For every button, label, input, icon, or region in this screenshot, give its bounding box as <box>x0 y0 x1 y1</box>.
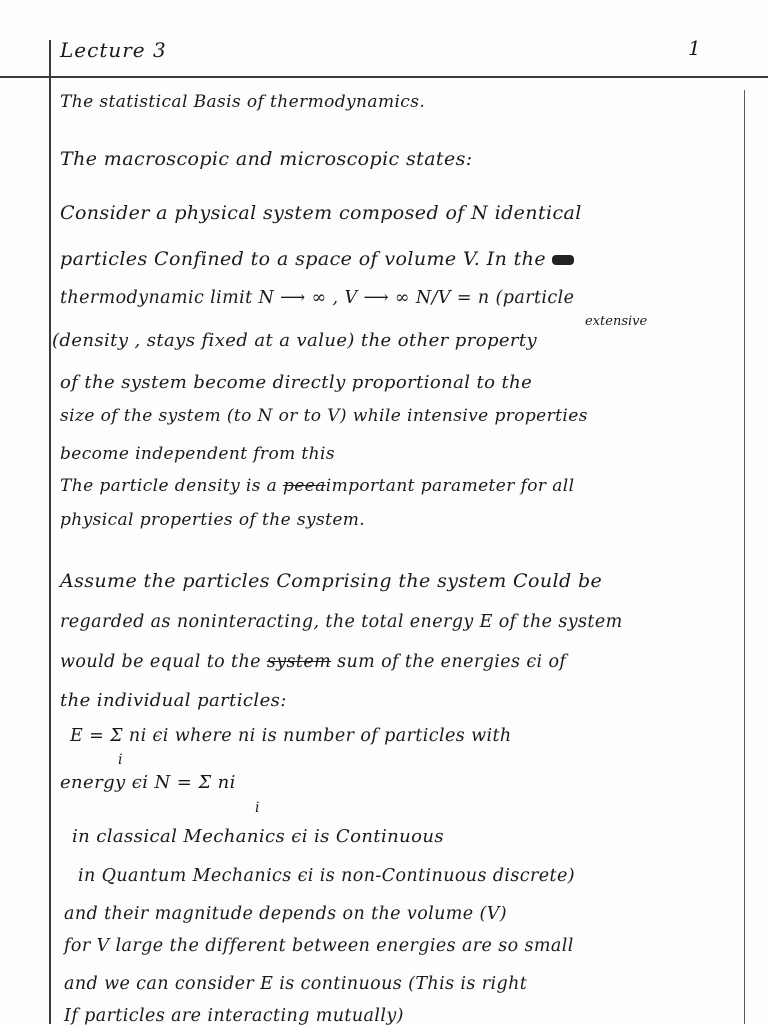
text-line: If particles are interacting mutually) <box>64 1006 404 1026</box>
page-number: 1 <box>688 36 701 60</box>
equation-line: E = Σ ni ϵi where ni is number of particles with <box>70 726 512 746</box>
equation-line: energy ϵi N = Σ ni <box>60 772 236 793</box>
header-rule <box>0 76 768 78</box>
text-line: and their magnitude depends on the volume (V) <box>64 904 507 924</box>
text-line: regarded as noninteracting, the total energy E of the system <box>60 612 623 632</box>
struck-word: peea <box>283 476 326 496</box>
text-line: Assume the particles Comprising the system Could be <box>60 570 603 592</box>
text-span: particles Confined to a space of volume V. In the <box>60 248 546 270</box>
text-line: become independent from this <box>60 444 335 464</box>
text-line: thermodynamic limit N ⟶ ∞ , V ⟶ ∞ N/V = n (particle <box>60 288 575 308</box>
annotation-extensive: extensive <box>585 314 648 329</box>
text-line: of the system become directly proportional to the <box>60 372 533 393</box>
subsection-heading: The macroscopic and microscopic states: <box>60 148 473 170</box>
text-span: The particle density is a <box>60 476 278 496</box>
lecture-title: Lecture 3 <box>60 38 167 62</box>
text-line <box>60 248 574 270</box>
text-line: physical properties of the system. <box>60 510 366 530</box>
text-line <box>60 652 566 672</box>
right-edge-rule <box>744 90 745 1024</box>
struck-word: system <box>266 652 332 672</box>
text-line: and we can consider E is continuous (This is right <box>64 974 528 994</box>
text-span: sum of the energies ϵi of <box>337 652 567 672</box>
sum-index: i <box>118 752 123 768</box>
section-heading: The statistical Basis of thermodynamics. <box>60 92 426 112</box>
ink-blot <box>552 255 574 265</box>
text-line: the individual particles: <box>60 690 287 711</box>
text-line: for V large the different between energies are so small <box>64 936 574 956</box>
margin-rule <box>49 40 51 1024</box>
text-line <box>60 476 574 496</box>
text-span: would be equal to the <box>60 652 261 672</box>
sum-index: i <box>255 800 260 816</box>
text-line: in Quantum Mechanics ϵi is non-Continuous discrete) <box>78 866 575 886</box>
text-span: important parameter for all <box>325 476 575 496</box>
text-line: size of the system (to N or to V) while intensive properties <box>60 406 588 426</box>
text-line: Consider a physical system composed of N identical <box>60 202 582 224</box>
text-line: (density , stays fixed at a value) the other property <box>52 330 538 351</box>
text-line: in classical Mechanics ϵi is Continuous <box>72 826 444 847</box>
